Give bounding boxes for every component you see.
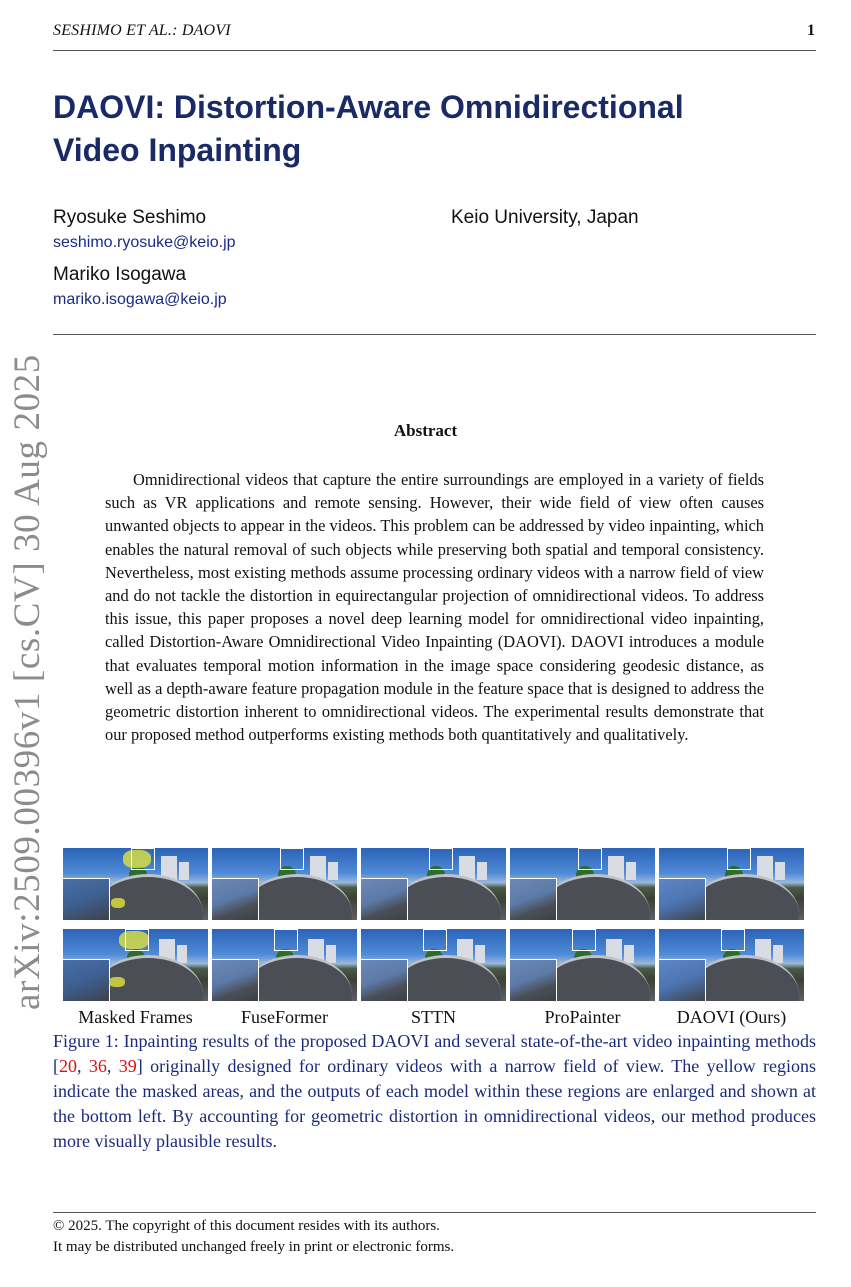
author-email-1[interactable]: seshimo.ryosuke@keio.jp [53,234,236,251]
caption-text-before: Inpainting results of the proposed DAOVI and several state-of-the-art video inpainting methods [ [53,1031,816,1076]
masked-frame-1 [63,848,208,920]
header-rule [53,50,816,51]
caption-label: Figure 1: [53,1031,119,1051]
fuseformer-result-1 [212,848,357,920]
abstract-body: Omnidirectional videos that capture the entire surroundings are employed in a variety of fields such as VR applications and remote sensing. However, their wide field of view often causes unwanted objects to appear in the videos. This problem can be addressed by video inpainting, which enables the natural removal of such objects while preserving both spatial and temporal consistency. Nevertheless, most existing methods assume processing ordinary videos with a narrow field of view and do not tackle the distortion in equirectangular projection of omnidirectional videos. To address this issue, this paper proposes a novel deep learning model for omnidirectional video inpainting, called Distortion-Aware Omnidirectional Video Inpainting (DAOVI). DAOVI introduces a module that evaluates temporal motion information in the image space considering geodesic distance, as well as a depth-aware feature propagation module in the feature space that is designed to address the geometric distortion inherent to omnidirectional videos. The experimental results demonstrate that our proposed method outperforms existing methods both quantitatively and qualitatively. [105,470,765,745]
running-title: SESHIMO ET AL.: DAOVI [53,22,231,39]
label-fuseformer: FuseFormer [241,1007,328,1027]
label-daovi: DAOVI (Ours) [676,1007,787,1027]
propainter-result-1 [510,848,655,920]
fuseformer-result-2 [212,929,357,1001]
label-sttn: STTN [411,1007,456,1027]
figure-image-grid [63,848,807,1001]
citation-link-36[interactable]: 36 [88,1056,107,1076]
figure-column-labels [63,1007,807,1028]
arxiv-stamp: arXiv:2509.00396v1 [cs.CV] 30 Aug 2025 [7,354,48,1010]
label-masked-frames: Masked Frames [78,1007,193,1027]
sttn-result-1 [361,848,506,920]
author-rule [53,334,816,335]
caption-sep-1: , [77,1056,89,1076]
propainter-result-2 [510,929,655,1001]
abstract-heading: Abstract [393,421,458,440]
figure-caption [53,1029,816,1154]
author-name-1: Ryosuke Seshimo [53,207,207,228]
title-line-2: Video Inpainting [53,132,302,168]
page-number: 1 [807,22,815,39]
author-name-2: Mariko Isogawa [53,264,187,285]
footer-rule [53,1212,816,1213]
copyright-line-2: It may be distributed unchanged freely in print or electronic forms. [53,1239,455,1255]
daovi-result-2 [659,929,804,1001]
masked-frame-2 [63,929,208,1001]
citation-link-20[interactable]: 20 [59,1056,77,1076]
citation-link-39[interactable]: 39 [118,1056,137,1076]
title-line-1: DAOVI: Distortion-Aware Omnidirectional [53,89,684,125]
caption-text-after: ] originally designed for ordinary videos with a narrow field of view. The yellow regions indicate the masked areas, and the outputs of each model within these regions are enlarged and shown at the bottom left. By accounting for geometric distortion in omnidirectional videos, our method produces more visually plausible results. [53,1056,817,1151]
sttn-result-2 [361,929,506,1001]
paper-title [53,86,813,172]
caption-sep-2: , [106,1056,119,1076]
daovi-result-1 [659,848,804,920]
affiliation: Keio University, Japan [451,207,639,228]
author-email-2[interactable]: mariko.isogawa@keio.jp [53,291,227,308]
label-propainter: ProPainter [544,1007,621,1027]
copyright-line-1: © 2025. The copyright of this document resides with its authors. [53,1218,440,1234]
